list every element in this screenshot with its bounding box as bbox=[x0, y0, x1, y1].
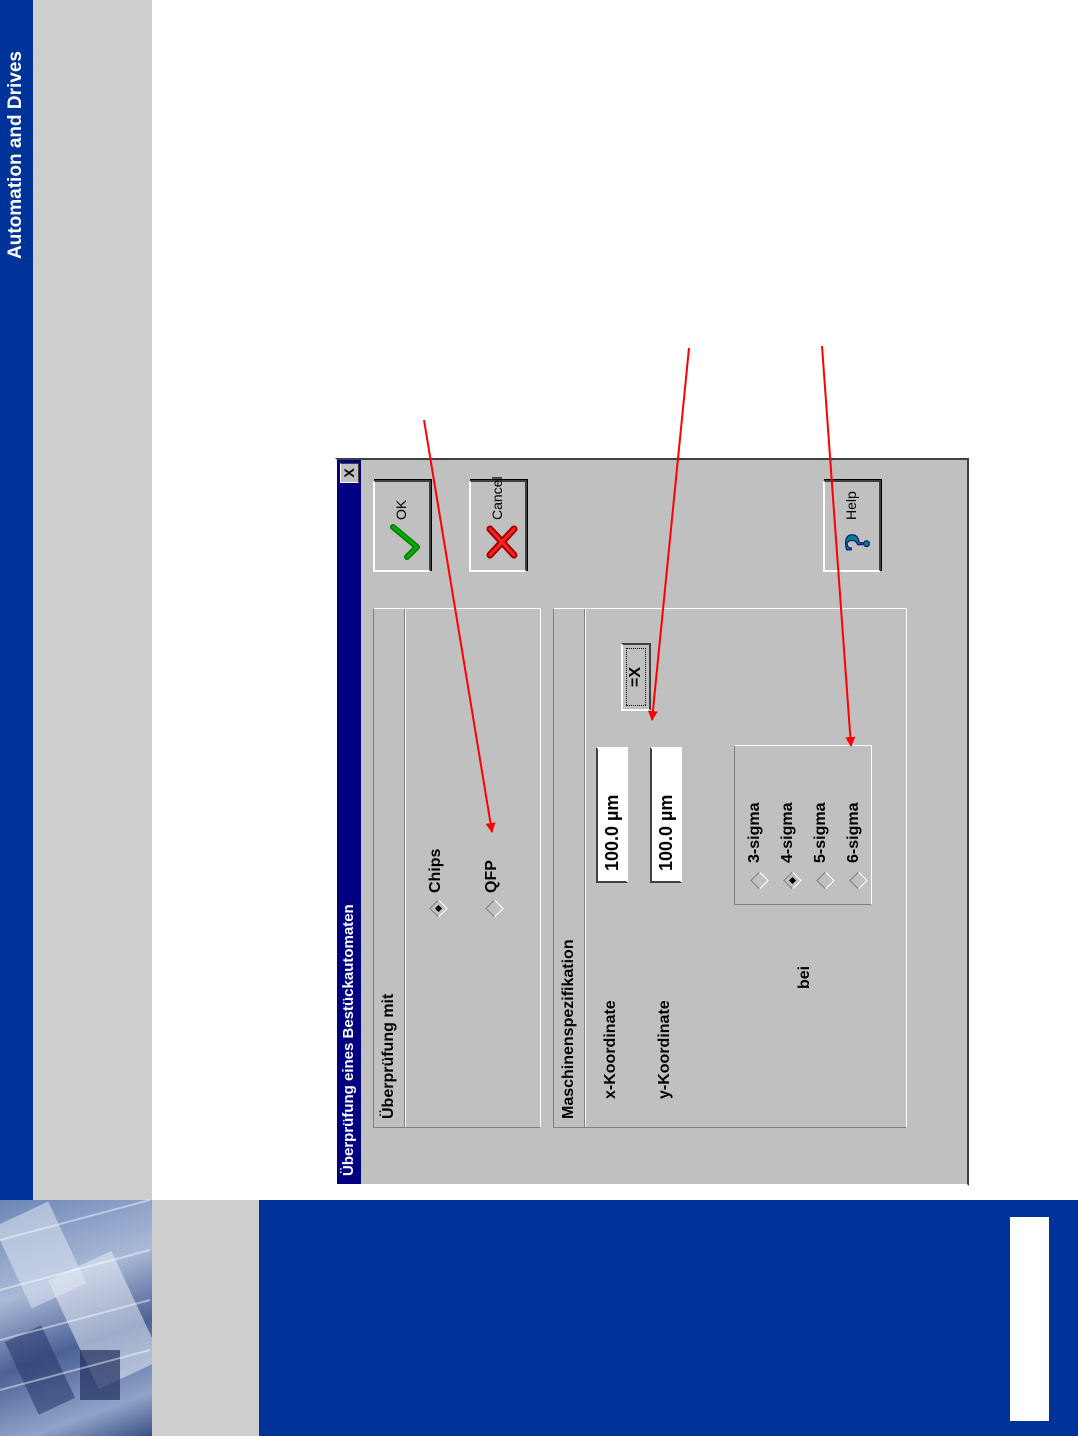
annotation-arrow-chips bbox=[424, 420, 492, 832]
radio-3-sigma-label: 3-sigma bbox=[746, 802, 763, 863]
radio-qfp-label: QFP bbox=[483, 860, 500, 893]
bei-label: bei bbox=[796, 965, 813, 989]
x-coordinate-label: x-Koordinate bbox=[602, 1000, 619, 1099]
svg-text:?: ? bbox=[839, 533, 877, 552]
y-coordinate-label: y-Koordinate bbox=[656, 1000, 673, 1099]
y-coordinate-input[interactable]: 100.0 µm bbox=[650, 747, 682, 883]
radio-4-sigma-label: 4-sigma bbox=[779, 802, 796, 863]
radio-6-sigma-label: 6-sigma bbox=[845, 802, 862, 863]
copy-x-button[interactable]: =X bbox=[621, 643, 651, 711]
radio-chips-label: Chips bbox=[427, 848, 444, 893]
brand-label: Automation and Drives bbox=[5, 51, 26, 259]
close-button[interactable]: X bbox=[340, 463, 359, 483]
group-check-title: Überprüfung mit bbox=[380, 993, 397, 1119]
x-coordinate-input[interactable]: 100.0 µm bbox=[596, 747, 628, 883]
annotation-arrow-sigma bbox=[822, 346, 851, 746]
annotation-arrow-coordinate bbox=[652, 348, 689, 720]
radio-5-sigma-label: 5-sigma bbox=[812, 802, 829, 863]
cancel-label: Cancel bbox=[489, 476, 505, 520]
ok-label: OK bbox=[393, 499, 409, 520]
group-machine-title: Maschinenspezifikation bbox=[560, 939, 577, 1119]
help-label: Help bbox=[843, 491, 859, 520]
dialog-title: Überprüfung eines Bestückautomaten bbox=[340, 904, 357, 1176]
